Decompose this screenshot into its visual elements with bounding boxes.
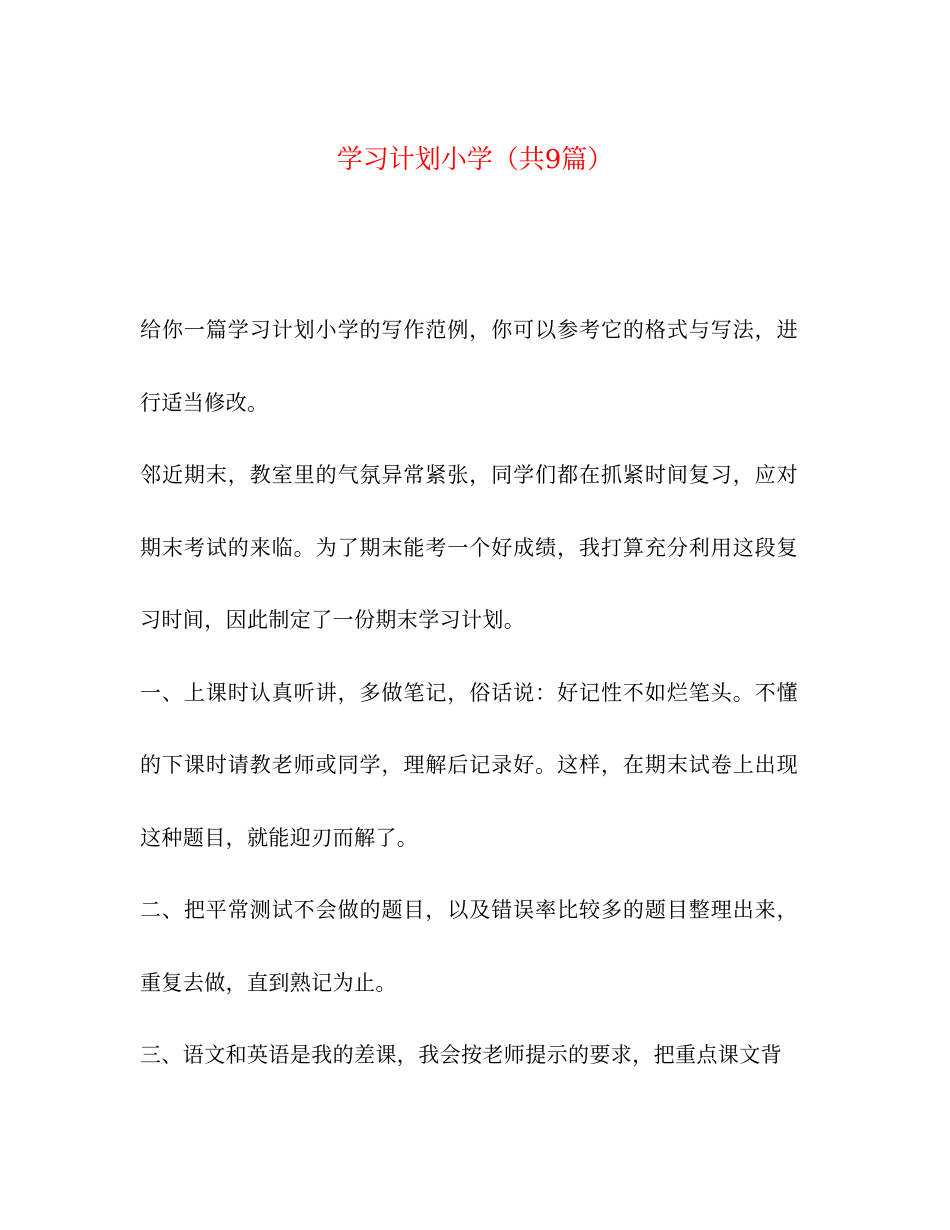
paragraph-item-three: 三、语文和英语是我的差课，我会按老师提示的要求，把重点课文背 — [140, 1043, 782, 1067]
paragraph-item-one: 一、上课时认真听讲，多做笔记，俗话说：好记性不如烂笔头。不懂的下课时请教老师或同学，理解后记录好。这样，在期末试卷上出现这种题目，就能迎刃而解了。 — [140, 680, 798, 850]
document-body — [140, 294, 798, 1092]
paragraph-item-two: 二、把平常测试不会做的题目，以及错误率比较多的题目整理出来，重复去做，直到熟记为止。 — [140, 898, 798, 995]
paragraph-background: 邻近期末，教室里的气氛异常紧张，同学们都在抓紧时间复习，应对期末考试的来临。为了期末能考一个好成绩，我打算充分利用这段复习时间，因此制定了一份期末学习计划。 — [140, 463, 798, 632]
paragraph-intro: 给你一篇学习计划小学的写作范例，你可以参考它的格式与写法，进行适当修改。 — [140, 318, 798, 415]
page-title: 学习计划小学（共9篇） — [336, 145, 614, 175]
